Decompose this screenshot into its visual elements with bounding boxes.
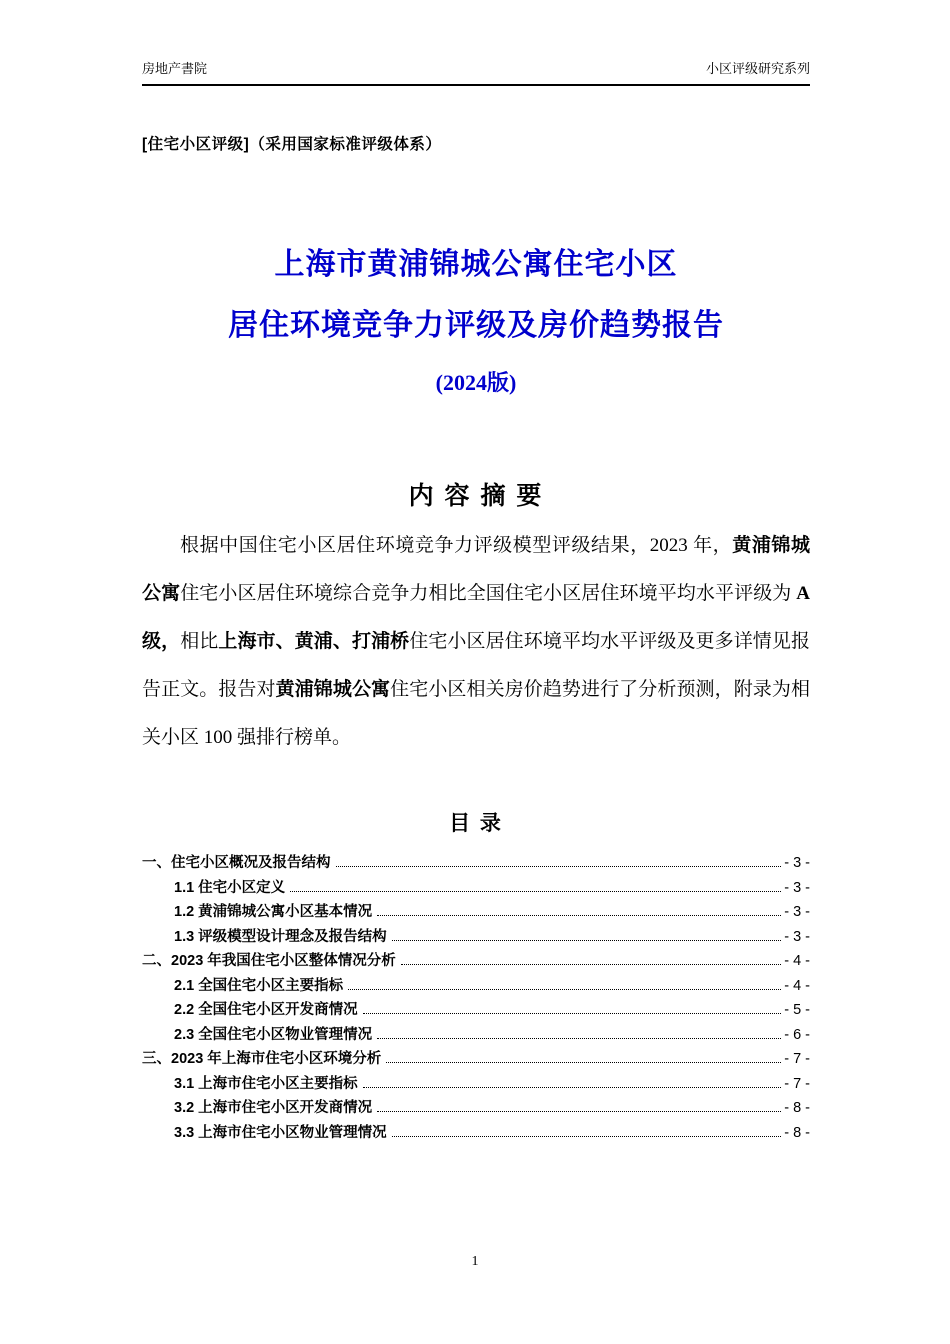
report-type-line: [住宅小区评级]（采用国家标准评级体系） — [142, 136, 442, 153]
toc-entry — [142, 876, 810, 901]
toc-entry — [142, 900, 810, 925]
table-of-contents — [142, 851, 810, 1145]
toc-entry-label: 1.2 黄浦锦城公寓小区基本情况 — [174, 904, 373, 921]
toc-entry-label: 2.3 全国住宅小区物业管理情况 — [174, 1026, 373, 1043]
header-left-text: 房地产書院 — [142, 61, 208, 76]
abstract-segment-bold: 黄浦锦城公寓 — [142, 535, 810, 604]
toc-entry-label: 三、2023 年上海市住宅小区环境分析 — [142, 1051, 382, 1068]
abstract-segment: 根据中国住宅小区居住环境竞争力评级模型评级结果，2023 年， — [180, 535, 733, 556]
toc-leader-dots — [377, 1111, 781, 1112]
toc-entry — [142, 1047, 810, 1072]
toc-heading: 目 录 — [449, 812, 503, 836]
toc-leader-dots — [386, 1062, 781, 1063]
abstract-paragraph — [142, 522, 810, 761]
toc-entry — [142, 925, 810, 950]
toc-entry-label: 1.1 住宅小区定义 — [174, 879, 286, 896]
toc-leader-dots — [290, 891, 781, 892]
toc-entry-page: - 3 - — [784, 904, 810, 921]
toc-leader-dots — [363, 1087, 782, 1088]
toc-entry-label: 3.2 上海市住宅小区开发商情况 — [174, 1100, 373, 1117]
abstract-segment: 住宅小区居住环境综合竞争力相比全国住宅小区居住环境平均水平评级为 — [180, 582, 797, 604]
abstract-segment: 住宅小区相关房价趋势进行了分析预测，附录为相关小区 100 强排行榜单。 — [142, 678, 810, 748]
page-footer — [0, 1254, 950, 1270]
toc-leader-dots — [377, 1038, 781, 1039]
abstract-segment: 住宅小区居住环境平均水平评级及更多详情见报告正文。报告对 — [142, 630, 810, 700]
toc-leader-dots — [401, 964, 781, 965]
toc-leader-dots — [348, 989, 781, 990]
toc-entry — [142, 949, 810, 974]
toc-entry-page: - 3 - — [784, 855, 810, 872]
page-number: 1 — [471, 1254, 479, 1269]
toc-entry-page: - 4 - — [784, 977, 810, 994]
report-edition: (2024版) — [435, 370, 517, 395]
toc-entry — [142, 851, 810, 876]
abstract-segment-bold: A 级， — [142, 582, 810, 652]
toc-entry-label: 一、住宅小区概况及报告结构 — [142, 855, 331, 872]
title-block — [142, 250, 810, 394]
toc-entry-page: - 5 - — [784, 1002, 810, 1019]
page-header — [142, 58, 810, 86]
toc-entry — [142, 1072, 810, 1097]
toc-entry-label: 2.1 全国住宅小区主要指标 — [174, 977, 344, 994]
report-title-line2: 居住环境竞争力评级及房价趋势报告 — [228, 309, 724, 342]
toc-entry-page: - 4 - — [784, 953, 810, 970]
toc-entry — [142, 1121, 810, 1146]
toc-leader-dots — [336, 866, 782, 867]
toc-entry-label: 2.2 全国住宅小区开发商情况 — [174, 1002, 358, 1019]
header-right-text: 小区评级研究系列 — [705, 61, 810, 76]
report-title-line1: 上海市黄浦锦城公寓住宅小区 — [274, 248, 678, 281]
toc-entry-page: - 7 - — [784, 1075, 810, 1092]
abstract-segment-bold: 黄浦锦城公寓 — [275, 678, 391, 700]
toc-leader-dots — [392, 1136, 782, 1137]
toc-entry-page: - 8 - — [784, 1124, 810, 1141]
toc-entry-page: - 3 - — [784, 928, 810, 945]
toc-leader-dots — [377, 915, 781, 916]
toc-entry — [142, 1023, 810, 1048]
abstract-segment: 相比 — [180, 630, 219, 652]
abstract-heading: 内 容 摘 要 — [408, 482, 544, 510]
toc-entry — [142, 998, 810, 1023]
abstract-segment-bold: 上海市、黄浦、打浦桥 — [218, 630, 410, 652]
toc-leader-dots — [363, 1013, 782, 1014]
toc-entry-page: - 3 - — [784, 879, 810, 896]
toc-entry-label: 3.1 上海市住宅小区主要指标 — [174, 1075, 358, 1092]
toc-entry — [142, 1096, 810, 1121]
toc-leader-dots — [392, 940, 782, 941]
toc-entry-label: 二、2023 年我国住宅小区整体情况分析 — [142, 953, 396, 970]
toc-entry-page: - 7 - — [784, 1051, 810, 1068]
toc-entry-page: - 6 - — [784, 1026, 810, 1043]
toc-entry-page: - 8 - — [784, 1100, 810, 1117]
toc-entry-label: 3.3 上海市住宅小区物业管理情况 — [174, 1124, 387, 1141]
toc-entry-label: 1.3 评级模型设计理念及报告结构 — [174, 928, 387, 945]
toc-entry — [142, 974, 810, 999]
